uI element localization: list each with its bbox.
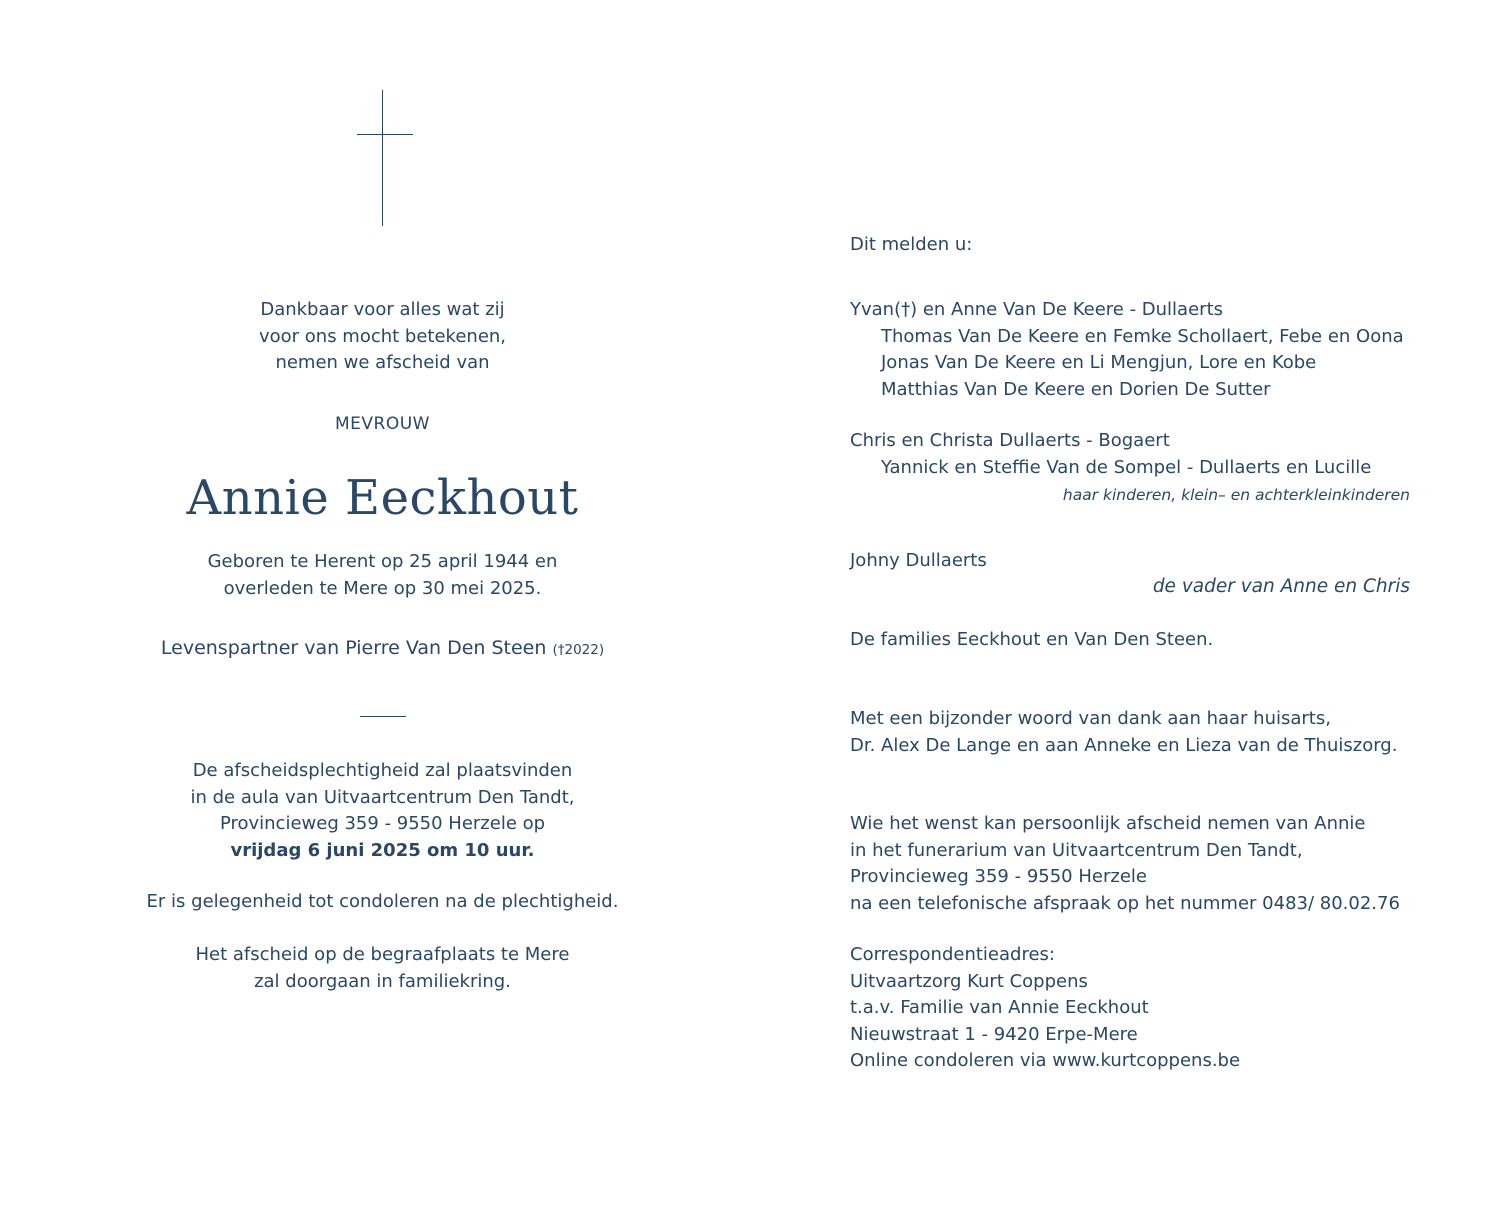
- intro-line: nemen we afscheid van: [275, 352, 490, 373]
- thanks-line: Met een bijzonder woord van dank aan haar huisarts,: [850, 708, 1331, 729]
- address-line: t.a.v. Familie van Annie Eeckhout: [850, 997, 1149, 1018]
- thanks-line: Dr. Alex De Lange en aan Anneke en Lieza van de Thuiszorg.: [850, 734, 1398, 756]
- burial-line: Het afscheid op de begraafplaats te Mere: [195, 944, 570, 965]
- thanks-text: [850, 706, 1410, 759]
- ceremony-date: vrijdag 6 juni 2025 om 10 uur.: [230, 839, 535, 861]
- address-line: Uitvaartzorg Kurt Coppens: [850, 970, 1088, 992]
- family-member: Matthias Van De Keere en Dorien De Sutter: [881, 378, 1271, 400]
- family-member: Jonas Van De Keere en Li Mengjun, Lore en Kobe: [881, 352, 1317, 373]
- address-line: Nieuwstraat 1 - 9420 Erpe-Mere: [850, 1023, 1138, 1045]
- family-caption-text: haar kinderen, klein– en achterkleinkinderen: [1062, 486, 1410, 504]
- correspondence-address: [850, 942, 1410, 1075]
- ceremony-info: [140, 758, 625, 864]
- birth-line: Geboren te Herent op 25 april 1944 en: [207, 551, 558, 572]
- family-member: Yannick en Steffie Van de Sompel - Dullaerts en Lucille: [881, 456, 1372, 478]
- father-caption-text: de vader van Anne en Chris: [1152, 576, 1410, 597]
- visitation-phone-line: na een telefonische afspraak op het nummer 0483/ 80.02.76: [850, 892, 1400, 914]
- intro-text: [140, 297, 625, 377]
- cross-icon: [357, 90, 413, 226]
- address-line: Correspondentieadres:: [850, 944, 1055, 965]
- announcement-intro-text: Dit melden u:: [850, 234, 973, 255]
- families-text: De families Eeckhout en Van Den Steen.: [850, 629, 1214, 650]
- visitation-line: in het funerarium van Uitvaartcentrum Den Tandt,: [850, 839, 1303, 861]
- family-group-2: [850, 428, 1410, 481]
- visitation-line: Wie het wenst kan persoonlijk afscheid nemen van Annie: [850, 813, 1366, 834]
- intro-line: Dankbaar voor alles wat zij: [260, 299, 505, 320]
- burial-line: zal doorgaan in familiekring.: [254, 970, 511, 992]
- father-caption: [850, 574, 1410, 601]
- cross-horizontal-bar: [357, 134, 413, 135]
- intro-line: voor ons mocht betekenen,: [258, 325, 507, 347]
- separator-line: [360, 716, 406, 717]
- partner-info: [140, 635, 625, 664]
- ceremony-line: in de aula van Uitvaartcentrum Den Tandt,: [190, 786, 575, 808]
- salutation-text: MEVROUW: [335, 414, 430, 434]
- birth-death-info: [140, 549, 625, 602]
- partner-death-note: (†2022): [552, 642, 605, 658]
- condolences-info: [140, 889, 625, 916]
- ceremony-line: De afscheidsplechtigheid zal plaatsvinden: [192, 760, 573, 781]
- salutation: [140, 411, 625, 438]
- ceremony-line: Provincieweg 359 - 9550 Herzele op: [219, 813, 546, 834]
- family-member: Thomas Van De Keere en Femke Schollaert, Febe en Oona: [881, 325, 1404, 347]
- father-entry: [850, 548, 1410, 575]
- burial-info: [140, 942, 625, 995]
- deceased-name-text: Annie Eeckhout: [186, 470, 579, 526]
- announcement-intro: [850, 232, 1410, 259]
- family-head: Chris en Christa Dullaerts - Bogaert: [850, 430, 1170, 451]
- online-condolence-line: Online condoleren via www.kurtcoppens.be: [850, 1050, 1241, 1071]
- cross-vertical-bar: [382, 90, 383, 226]
- family-caption: [850, 482, 1410, 509]
- condolences-text: Er is gelegenheid tot condoleren na de plechtigheid.: [146, 891, 619, 912]
- father-name: Johny Dullaerts: [850, 550, 987, 571]
- visitation-line: Provincieweg 359 - 9550 Herzele: [850, 866, 1147, 887]
- death-line: overleden te Mere op 30 mei 2025.: [223, 577, 542, 599]
- deceased-name: [140, 468, 625, 528]
- family-head: Yvan(†) en Anne Van De Keere - Dullaerts: [850, 299, 1223, 320]
- partner-line: [140, 635, 625, 664]
- visitation-info: [850, 811, 1410, 917]
- partner-text: Levenspartner van Pierre Van Den Steen: [160, 637, 547, 659]
- family-group-1: [850, 297, 1410, 403]
- families-entry: [850, 627, 1410, 654]
